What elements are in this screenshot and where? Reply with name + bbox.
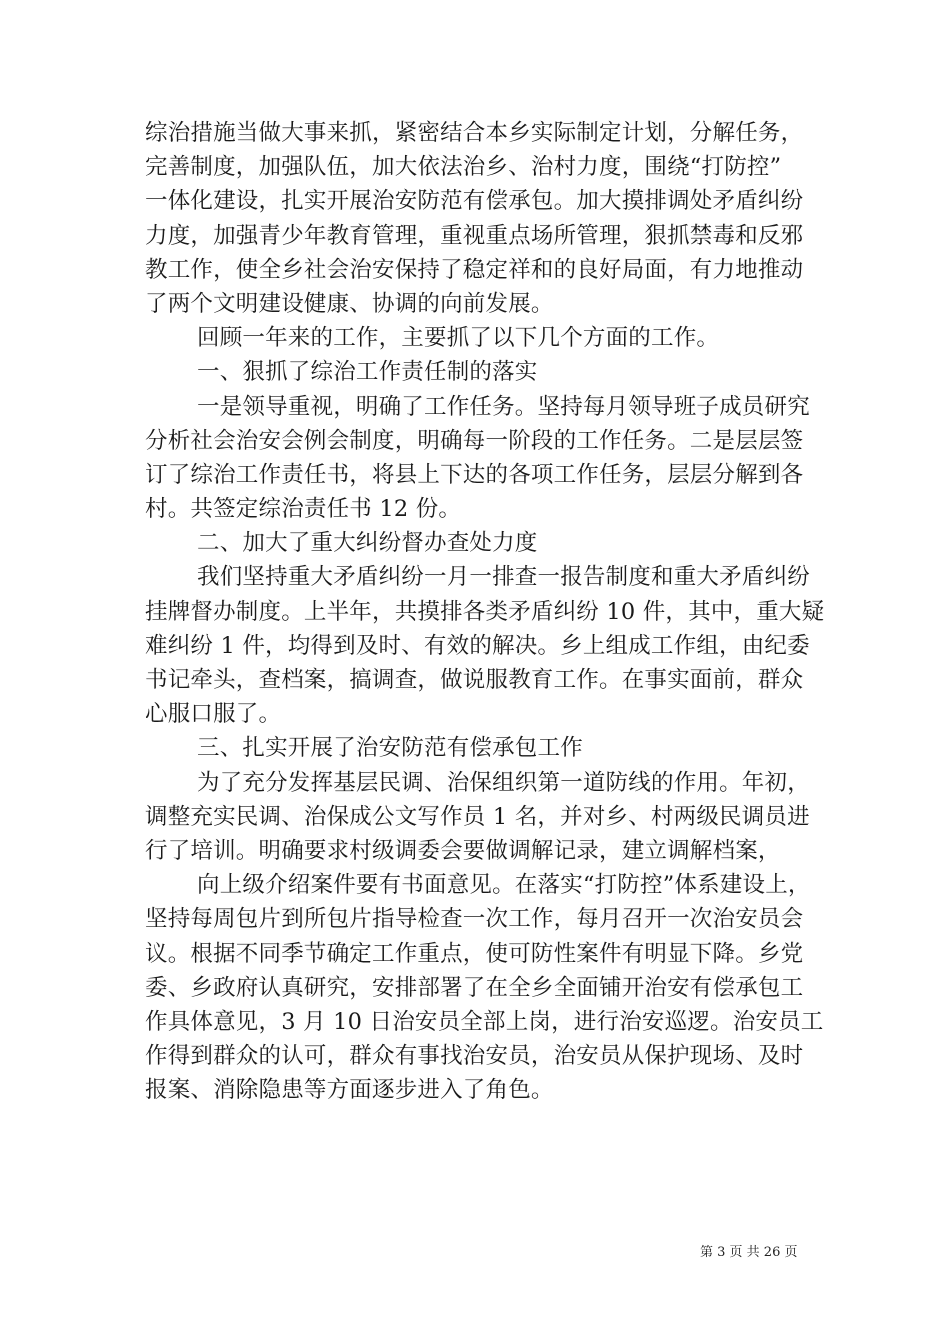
text-line: 村。共签定综治责任书 12 份。	[145, 496, 462, 523]
text-line: 了两个文明建设健康、协调的向前发展。	[145, 290, 554, 317]
paragraph-first-line: 回顾一年来的工作，主要抓了以下几个方面的工作。	[197, 325, 720, 352]
text-line: 行了培训。明确要求村级调委会要做调解记录，建立调解档案，	[145, 837, 781, 864]
text-line: 难纠纷 1 件，均得到及时、有效的解决。乡上组成工作组，由纪委	[145, 632, 810, 659]
text-line: 作得到群众的认可，群众有事找治安员，治安员从保护现场、及时	[145, 1043, 804, 1070]
text-line: 书记牵头，查档案，搞调查，做说服教育工作。在事实面前，群众	[145, 667, 804, 693]
text-line: 作具体意见，3 月 10 日治安员全部上岗，进行治安巡逻。治安员工	[145, 1008, 824, 1035]
text-line: 调整充实民调、治保成公文写作员 1 名，并对乡、村两级民调员进	[145, 803, 810, 830]
text-line: 教工作，使全乡社会治安保持了稳定祥和的良好局面，有力地推动	[145, 256, 804, 283]
section-heading: 一、狠抓了综治工作责任制的落实	[197, 359, 538, 386]
text-line: 委、乡政府认真研究，安排部署了在全乡全面铺开治安有偿承包工	[145, 974, 804, 1001]
text-line: 心服口服了。	[145, 701, 282, 728]
document-body	[145, 116, 825, 1107]
text-line: 一体化建设，扎实开展治安防范有偿承包。加大摸排调处矛盾纠纷	[145, 188, 804, 215]
paragraph-first-line: 向上级介绍案件要有书面意见。在落实“打防控”体系建设上，	[197, 872, 811, 899]
text-line: 坚持每周包片到所包片指导检查一次工作，每月召开一次治安员会	[145, 906, 804, 933]
paragraph-first-line: 一是领导重视，明确了工作任务。坚持每月领导班子成员研究	[197, 393, 810, 420]
text-line: 分析社会治安会例会制度，明确每一阶段的工作任务。二是层层签	[145, 427, 804, 454]
section-heading: 二、加大了重大纠纷督办查处力度	[197, 530, 538, 557]
paragraph-first-line: 我们坚持重大矛盾纠纷一月一排查一报告制度和重大矛盾纠纷	[197, 564, 810, 591]
text-line: 力度，加强青少年教育管理，重视重点场所管理，狠抓禁毒和反邪	[145, 222, 804, 249]
text-line: 报案、消除隐患等方面逐步进入了角色。	[145, 1077, 554, 1104]
text-line: 综治措施当做大事来抓，紧密结合本乡实际制定计划，分解任务，	[145, 120, 804, 146]
section-heading: 三、扎实开展了治安防范有偿承包工作	[197, 735, 583, 762]
text-line: 完善制度，加强队伍，加大依法治乡、治村力度，围绕“打防控”	[145, 154, 782, 181]
text-line: 议。根据不同季节确定工作重点，使可防性案件有明显下降。乡党	[145, 940, 804, 967]
text-line: 订了综治工作责任书，将县上下达的各项工作任务，层层分解到各	[145, 461, 804, 488]
paragraph-first-line: 为了充分发挥基层民调、治保组织第一道防线的作用。年初，	[197, 769, 810, 796]
text-line: 挂牌督办制度。上半年，共摸排各类矛盾纠纷 10 件，其中，重大疑	[145, 598, 825, 625]
page-number-footer: 第 3 页 共 26 页	[700, 1245, 798, 1260]
